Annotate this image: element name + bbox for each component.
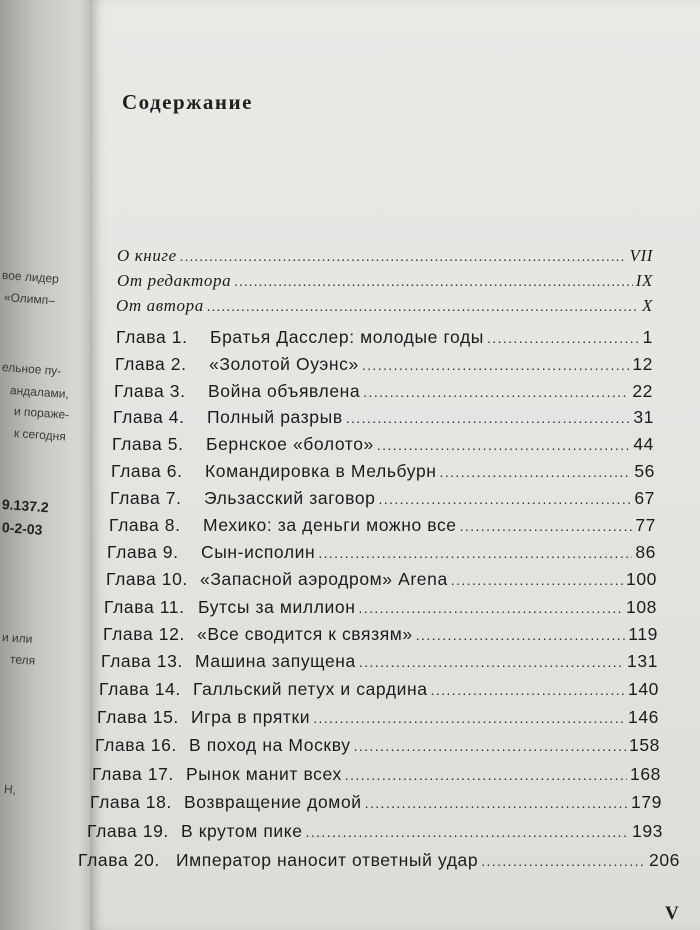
left-page-fragment: Н, [3,782,17,797]
toc-chapter-number: Глава 14. [99,679,181,699]
leader-dots [481,853,646,869]
toc-chapter-number: Глава 1. [116,327,188,347]
toc-entry-page: 31 [633,407,654,427]
toc-entry-chapter [104,597,657,618]
toc-chapter-number: Глава 6. [111,461,183,481]
toc-entry-label: От редактора [117,271,232,290]
leader-dots [354,738,626,754]
leader-dots [460,518,633,534]
left-page-fragment: к сегодня [13,426,67,444]
toc-entry-page: 22 [632,381,653,401]
toc-chapter-number: Глава 7. [110,488,182,508]
toc-entry-chapter [115,354,653,375]
toc-entry-page: 131 [627,651,658,671]
toc-entry-chapter [101,651,658,672]
toc-entry-chapter [92,764,661,785]
leader-dots [365,795,628,811]
toc-chapter-number: Глава 15. [97,707,179,727]
toc-entry-label: Война объявлена [208,381,361,401]
toc-chapter-number: Глава 3. [114,381,186,401]
toc-entry-chapter [78,850,680,871]
leader-dots [440,464,632,480]
leader-dots [377,437,630,453]
toc-entry-page: IX [635,271,653,290]
leader-dots [345,767,627,783]
toc-entry-page: 86 [635,542,656,562]
toc-entry-chapter [103,624,658,645]
leader-dots [346,410,631,426]
toc-chapter-number: Глава 11. [104,597,185,617]
toc-entry-label: Рынок манит всех [186,764,342,784]
leader-dots [379,491,632,507]
toc-entry-chapter [95,735,660,756]
toc-entry-chapter [106,569,657,590]
page-number: V [665,903,679,924]
toc-entry-page: 206 [649,850,680,870]
toc-entry-label: «Все сводится к связям» [197,624,413,644]
toc-chapter-number: Глава 13. [101,651,183,671]
toc-entry-page: 1 [642,327,653,347]
toc-entry-chapter [116,327,653,348]
toc-entry-label: Полный разрыв [207,407,343,427]
toc-chapter-number: Глава 20. [78,850,160,870]
leader-dots [234,275,633,291]
toc-entry-page: 44 [633,434,654,454]
toc-entry-chapter [112,434,654,455]
toc-chapter-number: Глава 9. [107,542,179,562]
left-page-fragment: 9.137.2 [1,496,50,516]
leader-dots [306,824,629,840]
left-page-fragment: вое лидер [1,268,60,286]
toc-entry-page: X [642,296,653,315]
toc-entry-label: «Запасной аэродром» Arena [200,569,448,589]
toc-entry-label: Сын-исполин [201,542,316,562]
toc-chapter-number: Глава 5. [112,434,184,454]
toc-entry-label: Мехико: за деньги можно все [203,515,457,535]
toc-entry-chapter [111,461,655,482]
left-page-fragment: 0-2-03 [1,519,43,538]
leader-dots [362,357,629,373]
leader-dots [207,300,639,316]
leader-dots [180,250,627,266]
toc-entry-label: В крутом пике [181,821,303,841]
toc-entry-page: 179 [631,792,662,812]
toc-entry-label: В поход на Москву [189,735,351,755]
toc-chapter-number: Глава 2. [115,354,187,374]
toc-entry-chapter [110,488,655,509]
leader-dots [416,627,626,643]
left-page-fragment: и пораже- [13,404,70,422]
toc-entry-page: 77 [635,515,656,535]
toc-entry-page: 146 [628,707,659,727]
toc-chapter-number: Глава 16. [95,735,177,755]
toc-entry-label: Бернское «болото» [206,434,374,454]
toc-entry-chapter [97,707,659,728]
toc-entry-label: От автора [116,296,204,315]
toc-entry-label: Командировка в Мельбурн [205,461,437,481]
toc-entry-chapter [87,821,663,842]
leader-dots [451,572,623,588]
toc-entry-label: О книге [117,246,177,265]
toc-entry-page: 67 [634,488,655,508]
leader-dots [359,654,624,670]
leader-dots [358,600,623,616]
toc-entry-front-matter [116,296,653,316]
left-page-fragment: теля [9,652,36,668]
toc-entry-label: Братья Дасслер: молодые годы [210,327,484,347]
toc-entry-page: 12 [632,354,653,374]
toc-entry-label: Машина запущена [195,651,356,671]
toc-chapter-number: Глава 4. [113,407,185,427]
toc-chapter-number: Глава 10. [106,569,188,589]
leader-dots [313,710,625,726]
toc-entry-front-matter [117,246,653,266]
left-page-fragment: и или [1,630,33,647]
toc-entry-page: 158 [629,735,660,755]
leader-dots [431,682,625,698]
toc-entry-chapter [90,792,662,813]
left-page-fragment: андалами, [9,383,70,402]
toc-entry-page: VII [629,246,653,265]
toc-entry-chapter [114,381,653,402]
toc-chapter-number: Глава 17. [92,764,174,784]
leader-dots [363,384,629,400]
toc-entry-front-matter [117,271,653,291]
toc-entry-page: 100 [626,569,657,589]
toc-entry-chapter [113,407,654,428]
toc-entry-label: «Золотой Оуэнс» [209,354,359,374]
toc-entry-chapter [99,679,659,700]
toc-chapter-number: Глава 18. [90,792,172,812]
toc-entry-page: 56 [634,461,655,481]
page-title: Содержание [122,90,253,114]
toc-entry-label: Игра в прятки [191,707,311,727]
toc-chapter-number: Глава 19. [87,821,169,841]
toc-entry-label: Возвращение домой [184,792,362,812]
leader-dots [487,330,640,346]
left-page-fragment: «Олимп– [3,290,56,308]
toc-entry-page: 108 [626,597,657,617]
toc-entry-chapter [109,515,656,536]
leader-dots [318,545,632,561]
toc-entry-label: Император наносит ответный удар [176,850,479,870]
toc-chapter-number: Глава 12. [103,624,185,644]
toc-entry-label: Эльзасский заговор [204,488,376,508]
left-page-fragment: ельное пу- [1,360,62,379]
toc-entry-label: Бутсы за миллион [198,597,356,617]
toc-entry-page: 119 [628,624,658,644]
toc-entry-page: 193 [632,821,663,841]
toc-entry-chapter [107,542,656,563]
toc-entry-page: 168 [630,764,661,784]
toc-chapter-number: Глава 8. [109,515,181,535]
toc-entry-page: 140 [628,679,659,699]
toc-entry-label: Галльский петух и сардина [193,679,428,699]
